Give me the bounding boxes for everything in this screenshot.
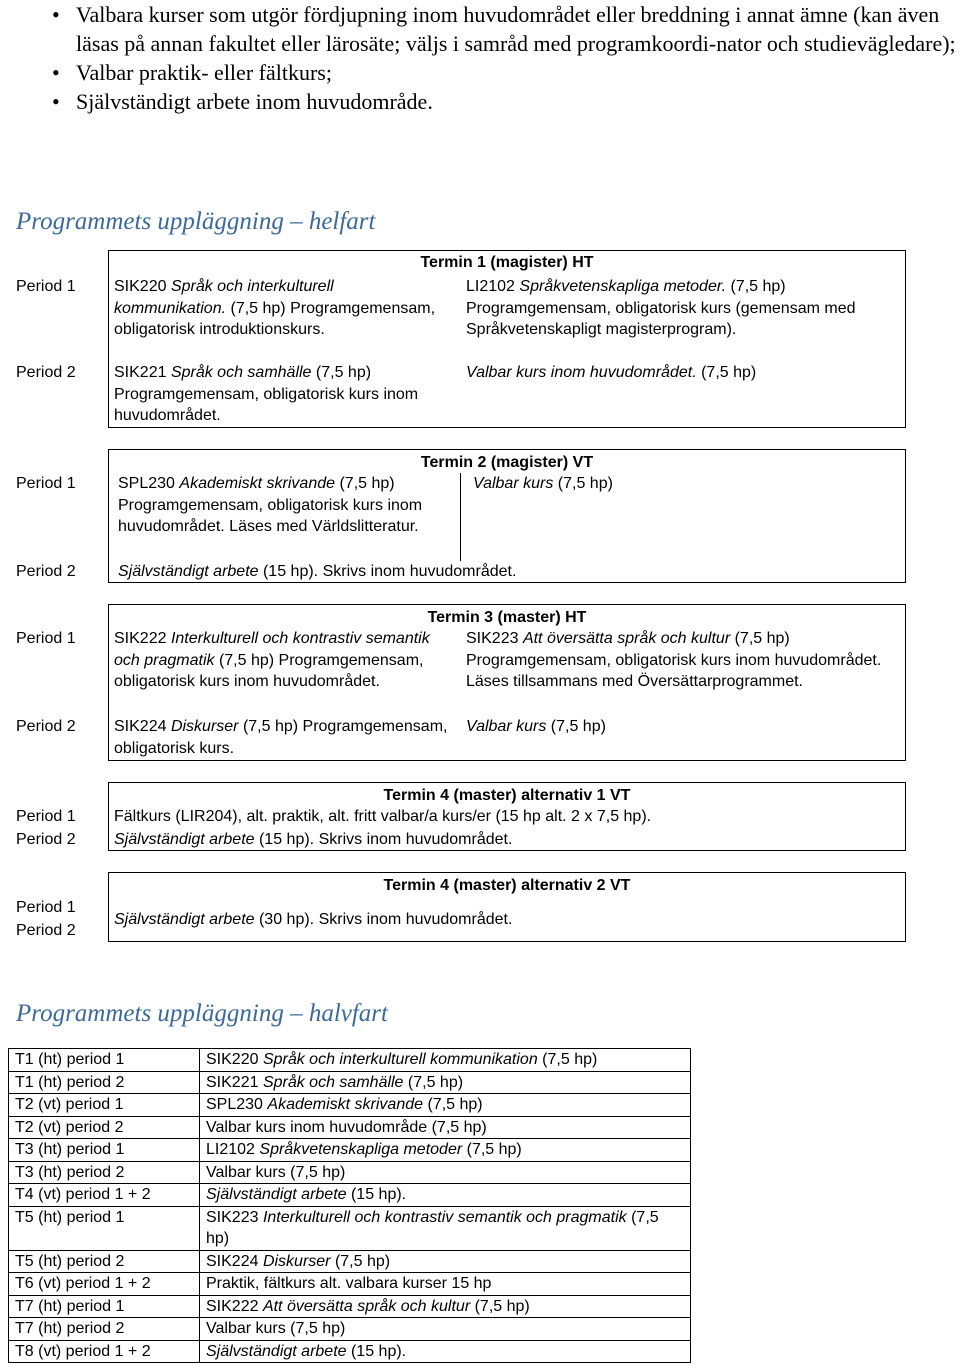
course-cell [200,1273,691,1296]
period-label: Period 1 [16,475,76,492]
course-info: (7,5 hp) [403,1073,464,1091]
table-row [9,1250,691,1273]
term1-block [8,250,906,428]
period-label: Period 2 [16,364,76,381]
course-info: (15 hp). Skrivs inom huvudområdet. [254,831,513,848]
course-name: Självständigt arbete [114,911,255,928]
course-cell [200,1161,691,1184]
course-info: (7,5 hp) [537,1051,598,1068]
period-cell: T7 (ht) period 1 [9,1295,200,1318]
bullet-item: • Valbar praktik- eller fältkurs; [52,58,957,87]
course-code: Valbar kurs (7,5 hp) [206,1320,346,1337]
table-row [9,1295,691,1318]
course-info: (7,5 hp) [462,1141,522,1158]
period-cell: T3 (ht) period 1 [9,1139,200,1162]
term4b-frame [108,872,906,942]
course-info: (15 hp). [346,1342,407,1360]
course-name: Valbar kurs [466,718,547,735]
course-name: Akademiskt skrivande [179,475,336,492]
period-cell: T5 (ht) period 2 [9,1250,200,1273]
term2-p2 [118,561,898,583]
term2-block [8,449,906,583]
term1-p1-right [466,276,906,341]
period-cell: T5 (ht) period 1 [9,1206,200,1250]
period-cell: T6 (vt) period 1 + 2 [9,1273,200,1296]
term3-block [8,604,906,761]
course-cell [200,1340,691,1363]
term1-p2-left [114,362,444,427]
course-cell [200,1318,691,1341]
bullet-item: • Självständigt arbete inom huvudområde. [52,87,957,116]
table-row [9,1071,691,1094]
course-name: Språk och interkulturell kommunikation [262,1051,538,1068]
term3-p1-left [114,628,444,693]
period-cell: T2 (vt) period 2 [9,1116,200,1139]
course-name: Valbar kurs [473,475,554,492]
period-cell: T2 (vt) period 1 [9,1094,200,1117]
heading-halvfart: Programmets uppläggning – halvfart [16,1000,388,1027]
course-info: (7,5 hp) Programgemensam, obligatorisk kurs (gemensam med Språkvetenskapligt magisterprogram). [466,278,856,338]
period-cell: T1 (ht) period 2 [9,1071,200,1094]
course-info: (15 hp). Skrivs inom huvudområdet. [258,563,517,580]
term2-p1-right [473,473,893,495]
table-row [9,1049,691,1072]
course-name: Språkvetenskapliga metoder [259,1141,463,1158]
bullet-list [52,0,957,116]
course-info: (7,5 hp) Programgemensam, obligatorisk introduktionskurs. [114,299,436,338]
course-cell [200,1049,691,1072]
period-label: Period 2 [16,922,76,939]
period-cell: T1 (ht) period 1 [9,1049,200,1072]
table-row [9,1184,691,1207]
course-cell [200,1184,691,1207]
course-code: SIK222 [206,1297,263,1315]
course-code: SIK222 [114,630,171,647]
table-row [9,1161,691,1184]
course-info: (7,5 hp) [470,1297,530,1315]
period-label: Period 1 [16,899,76,916]
period-label: Period 2 [16,718,76,735]
course-name: Att översätta språk och kultur [262,1297,471,1315]
period-label: Period 2 [16,563,76,580]
course-code: SIK224 [114,718,171,735]
term3-p2-right [466,716,886,738]
table-row [9,1094,691,1117]
period-label: Period 1 [16,808,76,825]
course-cell [200,1139,691,1162]
term4b-block [8,872,906,942]
course-info: (7,5 hp) [553,475,613,492]
course-code: SIK221 [114,364,171,381]
course-cell [200,1116,691,1139]
table-row [9,1116,691,1139]
course-info: (7,5 hp) [696,364,757,381]
course-code: SPL230 [118,475,180,492]
course-name: Språk och interkulturell kommunikation. [114,278,334,317]
period-cell: T3 (ht) period 2 [9,1161,200,1184]
course-code: SIK223 [466,630,523,647]
table-row [9,1273,691,1296]
course-info: (7,5 hp) Programgemensam, obligatorisk kurs inom huvudområdet. [114,651,424,690]
table-row [9,1206,691,1250]
course-info: (7,5 hp) Programgemensam, obligatorisk kurs inom huvudområdet. Läses med Världslitteratur. [118,475,423,535]
course-cell [200,1206,691,1250]
course-cell [200,1071,691,1094]
course-name: Språk och samhälle [170,364,312,381]
course-code: Valbar kurs inom huvudområde (7,5 hp) [206,1118,487,1136]
course-name: Interkulturell och kontrastiv semantik och pragmatik [262,1208,627,1226]
course-code: SIK221 [206,1073,263,1091]
course-info: (7,5 hp) [206,1208,659,1247]
period-cell: T4 (vt) period 1 + 2 [9,1184,200,1207]
course-name: Diskurser [170,718,239,735]
course-info: (7,5 hp) Programgemensam, obligatorisk kurs. [114,718,448,757]
course-info: (7,5 hp) Programgemensam, obligatorisk kurs inom huvudområdet. [114,364,419,424]
course-name: Diskurser [262,1252,331,1270]
course-name: Självständigt arbete [118,563,259,580]
course-name: Självständigt arbete [206,1186,347,1203]
course-cell [200,1250,691,1273]
course-name: Valbar kurs inom huvudområdet. [466,364,697,381]
term3-p1-right [466,628,886,693]
course-info: (7,5 hp) Programgemensam, obligatorisk kurs inom huvudområdet. Läses tillsammans med Översättarprogrammet. [466,630,882,690]
course-code: SIK223 [206,1208,263,1226]
table-row [9,1340,691,1363]
course-info: (30 hp). Skrivs inom huvudområdet. [254,911,513,928]
course-name: Språk och samhälle [262,1073,404,1091]
course-code: SPL230 [206,1096,268,1113]
course-info: (7,5 hp) [423,1096,483,1113]
period-label: Period 1 [16,630,76,647]
divider [460,473,461,561]
heading-helfart: Programmets uppläggning – helfart [16,208,376,235]
halvfart-table [8,1048,691,1363]
period-label: Period 1 [16,278,76,295]
course-name: Självständigt arbete [206,1342,347,1360]
course-code: SIK220 [206,1051,263,1068]
course-code: SIK220 [114,278,171,295]
course-info: (7,5 hp) [546,718,606,735]
period-cell: T8 (vt) period 1 + 2 [9,1340,200,1363]
course-cell [200,1295,691,1318]
term4a-p2 [114,829,894,851]
course-info: (7,5 hp) [330,1252,391,1270]
course-name: Akademiskt skrivande [267,1096,424,1113]
bullet-item: • Valbara kurser som utgör fördjupning inom huvudområdet eller breddning i annat ämne (kan även läsas på annan fakultet eller lärosäte; väljs i samråd med programkoordi-nator och studievägledare); [52,0,957,58]
term1-title: Termin 1 (magister) HT [420,254,594,271]
term2-title: Termin 2 (magister) VT [420,454,594,471]
course-name: Att översätta språk och kultur [522,630,731,647]
period-cell: T7 (ht) period 2 [9,1318,200,1341]
course-info: (15 hp). [346,1186,407,1203]
course-cell [200,1094,691,1117]
course-code: LI2102 [466,278,520,295]
course-code: LI2102 [206,1141,260,1158]
course-code: Praktik, fältkurs alt. valbara kurser 15 hp [206,1275,492,1292]
course-code: SIK224 [206,1252,263,1270]
course-code: Valbar kurs (7,5 hp) [206,1163,346,1181]
term4a-title: Termin 4 (master) alternativ 1 VT [383,787,631,804]
term3-p2-left [114,716,454,759]
term1-p2-right [466,362,906,384]
term3-title: Termin 3 (master) HT [427,609,587,626]
table-row [9,1139,691,1162]
table-row [9,1318,691,1341]
term4b-p [114,909,894,931]
period-label: Period 2 [16,831,76,848]
course-name: Språkvetenskapliga metoder. [519,278,727,295]
term4a-p1: Fältkurs (LIR204), alt. praktik, alt. fritt valbar/a kurs/er (15 hp alt. 2 x 7,5 hp). [114,808,652,825]
course-name: Interkulturell och kontrastiv semantik och pragmatik [114,630,430,669]
term2-p1-left [118,473,448,538]
course-name: Självständigt arbete [114,831,255,848]
term4b-title: Termin 4 (master) alternativ 2 VT [383,877,631,894]
term4a-block [8,782,906,851]
term1-p1-left [114,276,444,341]
